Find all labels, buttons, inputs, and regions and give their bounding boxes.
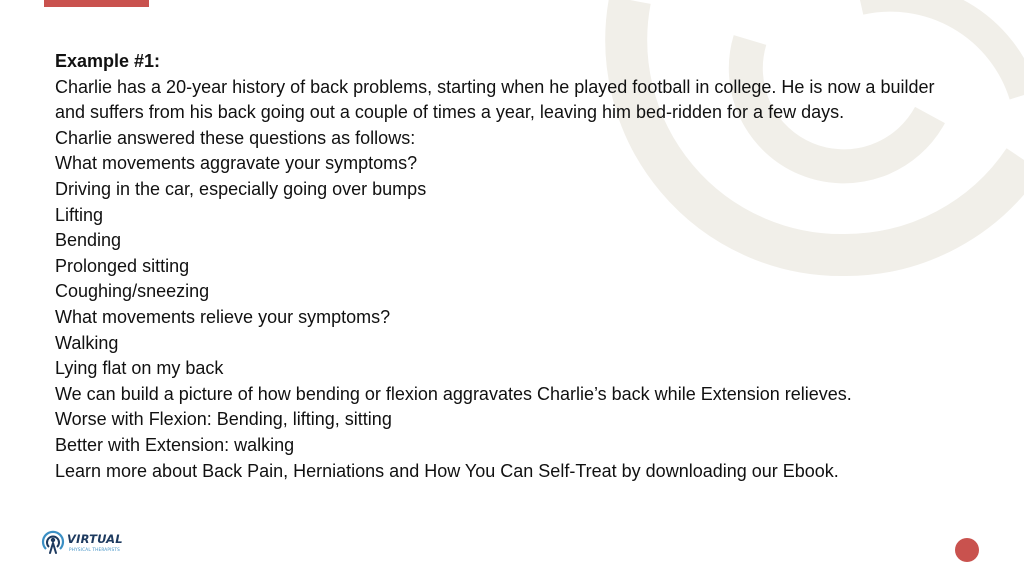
slide-text-line: Lying flat on my back <box>55 358 224 379</box>
top-accent-bar <box>44 0 149 7</box>
slide-text-line: Bending <box>55 230 122 251</box>
logo-tagline: PHYSICAL THERAPISTS <box>69 547 120 552</box>
slide-text-line: What movements relieve your symptoms? <box>55 306 391 327</box>
slide-text-line: Lifting <box>55 204 104 225</box>
slide-text-line: What movements aggravate your symptoms? <box>55 153 418 174</box>
slide-text-line: Charlie has a 20-year history of back problems, starting when he played football in college. He is now a builder and suffers from his back going out a couple of times a year, leaving him bed-ridden for a few days. <box>55 76 935 123</box>
slide-text-line: Driving in the car, especially going over bumps <box>55 178 427 199</box>
logo-name: VIRTUAL <box>67 532 123 546</box>
slide-text-line: Learn more about Back Pain, Herniations and How You Can Self-Treat by downloading our Ebook. <box>55 460 839 481</box>
slide-text-line: Charlie answered these questions as follows: <box>55 127 416 148</box>
virtual-pt-logo <box>39 529 139 557</box>
next-slide-dot[interactable] <box>955 538 979 562</box>
slide-body <box>55 49 965 484</box>
slide-text-line: Walking <box>55 332 119 353</box>
slide-text-lines <box>55 75 965 485</box>
slide-text-line: Coughing/sneezing <box>55 281 210 302</box>
slide-text-line: Worse with Flexion: Bending, lifting, sitting <box>55 409 392 430</box>
slide-text-line: We can build a picture of how bending or flexion aggravates Charlie’s back while Extension relieves. <box>55 383 852 404</box>
person-signal-icon <box>39 529 67 557</box>
slide-text-line: Better with Extension: walking <box>55 434 295 455</box>
slide-text-line: Prolonged sitting <box>55 255 190 276</box>
example-heading: Example #1: <box>55 51 161 71</box>
